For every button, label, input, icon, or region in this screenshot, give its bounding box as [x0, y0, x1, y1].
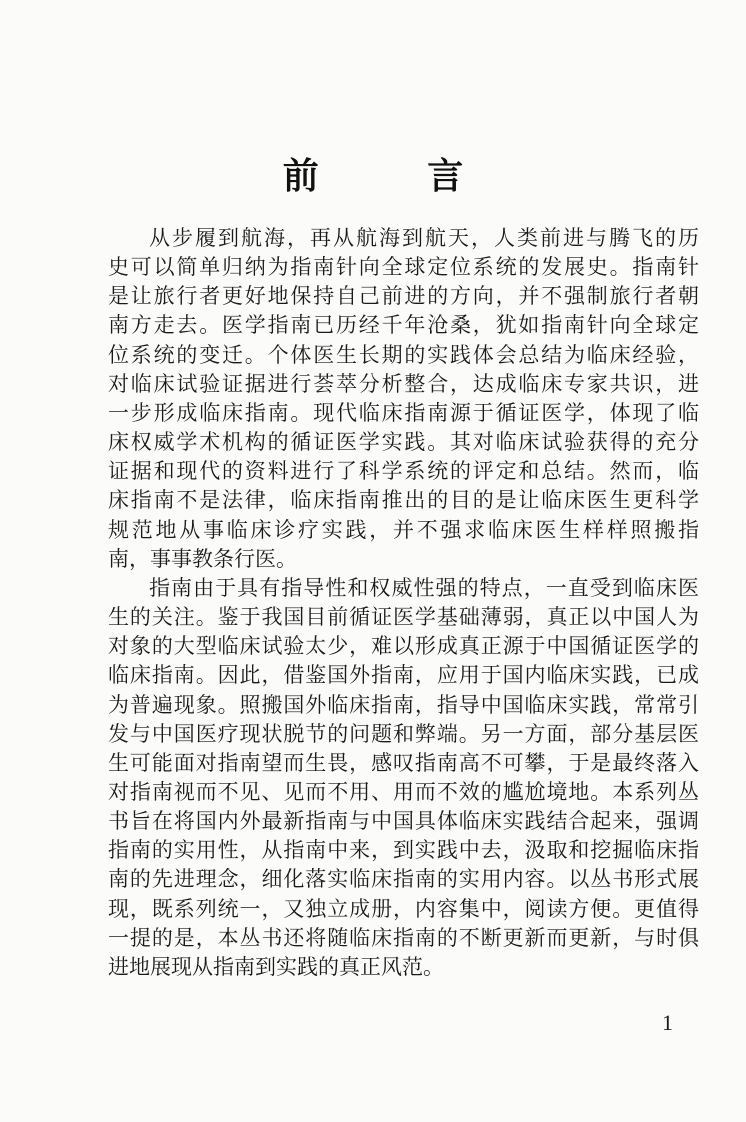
paragraph-line: 床权威学术机构的循证医学实践。其对临床试验获得的充分	[108, 430, 699, 455]
paragraph-line: 一提的是，本丛书还将随临床指南的不断更新而更新，与时俱	[108, 925, 699, 950]
paragraph-line: 南，事事教条行医。	[108, 546, 297, 571]
paragraph-line: 发与中国医疗现状脱节的问题和弊端。另一方面，部分基层医	[108, 721, 699, 746]
paragraph-line: 生的关注。鉴于我国目前循证医学基础薄弱，真正以中国人为	[108, 605, 699, 630]
paragraph-line: 临床指南。因此，借鉴国外指南，应用于国内临床实践，已成	[108, 663, 699, 688]
paragraph-line: 为普遍现象。照搬国外临床指南，指导中国临床实践，常常引	[108, 692, 699, 717]
paragraph-line: 从步履到航海，再从航海到航天，人类前进与腾飞的历	[149, 226, 699, 250]
page-title: 前 言	[282, 156, 512, 197]
paragraph-line: 对临床试验证据进行荟萃分析整合，达成临床专家共识，进	[108, 371, 699, 396]
paragraph-line: 史可以简单归纳为指南针向全球定位系统的发展史。指南针	[108, 255, 699, 280]
paragraph-line: 位系统的变迁。个体医生长期的实践体会总结为临床经验，	[108, 342, 699, 367]
preface-body	[108, 224, 699, 982]
paragraph-line: 南的先进理念，细化落实临床指南的实用内容。以丛书形式展	[108, 867, 699, 892]
paragraph-line: 是让旅行者更好地保持自己前进的方向，并不强制旅行者朝	[108, 284, 699, 309]
paragraph-line: 一步形成临床指南。现代临床指南源于循证医学，体现了临	[108, 400, 699, 425]
paragraph-line: 规范地从事临床诊疗实践，并不强求临床医生样样照搬指	[108, 517, 699, 542]
paragraph-line: 书旨在将国内外最新指南与中国具体临床实践结合起来，强调	[108, 809, 699, 834]
paragraph-line: 现，既系列统一，又独立成册，内容集中，阅读方便。更值得	[108, 896, 699, 921]
paragraph-line: 生可能面对指南望而生畏，感叹指南高不可攀，于是最终落入	[108, 750, 699, 775]
paragraph-line: 指南的实用性，从指南中来，到实践中去，汲取和挖掘临床指	[108, 838, 699, 863]
paragraph-line: 指南由于具有指导性和权威性强的特点，一直受到临床医	[149, 575, 699, 600]
paragraph-line: 对指南视而不见、见而不用、用而不效的尴尬境地。本系列丛	[108, 779, 699, 804]
paragraph-line: 南方走去。医学指南已历经千年沧桑，犹如指南针向全球定	[108, 313, 699, 338]
paragraph-line: 对象的大型临床试验太少，难以形成真正源于中国循证医学的	[108, 634, 699, 659]
page-number: 1	[662, 1010, 673, 1035]
paragraph-line: 床指南不是法律，临床指南推出的目的是让临床医生更科学	[108, 488, 699, 513]
paragraph-line: 证据和现代的资料进行了科学系统的评定和总结。然而，临	[108, 459, 699, 484]
paragraph-line: 进地展现从指南到实践的真正风范。	[108, 954, 444, 979]
